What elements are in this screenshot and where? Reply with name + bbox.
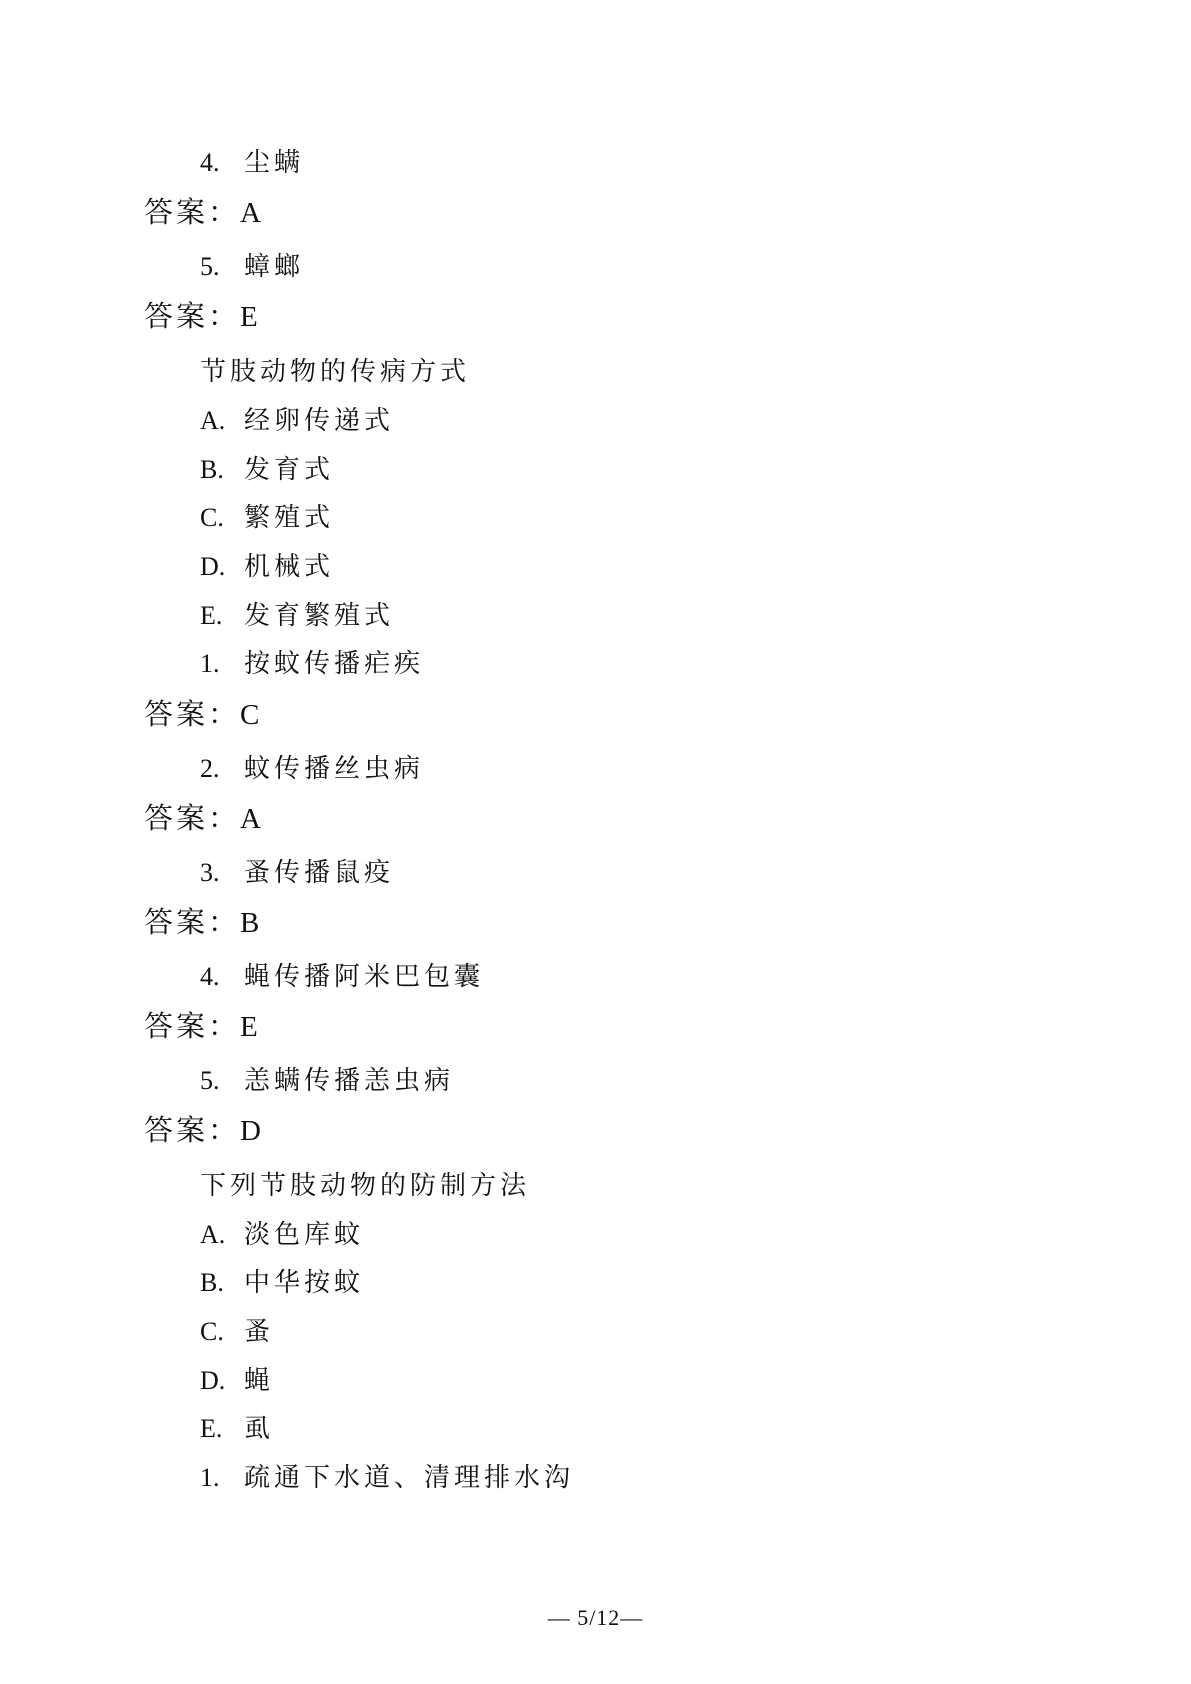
answer-value: B — [240, 907, 260, 939]
item-text: 蚊传播丝虫病 — [244, 754, 425, 784]
item-text: 恙螨传播恙虫病 — [244, 1066, 455, 1096]
answer-line — [144, 692, 259, 733]
item-number: 3. — [200, 858, 220, 887]
option-line — [200, 246, 304, 283]
answer-value: A — [240, 197, 261, 229]
answer-line — [144, 796, 261, 837]
item-text: 发育式 — [244, 455, 335, 485]
item-text: 淡色库蚊 — [244, 1220, 365, 1250]
answer-line — [144, 1004, 258, 1045]
item-text: 经卵传递式 — [244, 406, 395, 436]
option-line — [200, 1311, 274, 1348]
option-line — [200, 1457, 574, 1494]
option-line — [200, 449, 334, 486]
answer-label: 答案： — [144, 697, 241, 731]
option-line — [200, 1060, 454, 1097]
page-number: — 5/12— — [547, 1605, 644, 1630]
item-text: 蚤 — [244, 1317, 275, 1347]
item-number: A. — [200, 1220, 226, 1249]
option-line — [200, 1262, 364, 1299]
item-number: 2. — [200, 754, 220, 783]
item-number: D. — [200, 1366, 226, 1395]
option-line — [200, 1214, 364, 1251]
answer-line — [144, 190, 261, 231]
option-line — [200, 956, 484, 993]
item-text: 蝇 — [244, 1366, 275, 1396]
answer-label: 答案： — [144, 905, 241, 939]
item-number: D. — [200, 552, 226, 581]
item-text: 按蚊传播疟疾 — [244, 649, 425, 679]
item-number: B. — [200, 455, 224, 484]
option-line — [200, 643, 424, 680]
option-line — [200, 546, 334, 583]
answer-line — [144, 900, 259, 941]
item-number: E. — [200, 601, 223, 630]
option-line — [200, 595, 394, 632]
item-number: 1. — [200, 1463, 220, 1492]
item-text: 蚤传播鼠疫 — [244, 858, 395, 888]
answer-label: 答案： — [144, 1009, 241, 1043]
option-line — [200, 748, 424, 785]
item-text: 机械式 — [244, 552, 335, 582]
answer-value: C — [240, 699, 260, 731]
option-line — [200, 400, 394, 437]
answer-label: 答案： — [144, 1113, 241, 1147]
item-text: 疏通下水道、清理排水沟 — [244, 1463, 575, 1493]
item-text: 虱 — [244, 1414, 275, 1444]
heading-text: 节肢动物的传病方式 — [200, 357, 471, 387]
item-number: C. — [200, 1317, 224, 1346]
answer-label: 答案： — [144, 195, 241, 229]
option-line — [200, 1408, 274, 1445]
question-heading — [200, 1165, 530, 1202]
item-number: E. — [200, 1414, 223, 1443]
item-text: 发育繁殖式 — [244, 601, 395, 631]
option-line — [200, 497, 334, 534]
answer-label: 答案： — [144, 299, 241, 333]
item-number: 4. — [200, 148, 220, 177]
item-number: B. — [200, 1268, 224, 1297]
item-text: 蝇传播阿米巴包囊 — [244, 962, 485, 992]
answer-value: E — [240, 301, 258, 333]
item-text: 尘螨 — [244, 148, 305, 178]
option-line — [200, 852, 394, 889]
item-text: 繁殖式 — [244, 503, 335, 533]
option-line — [200, 1360, 274, 1397]
answer-value: A — [240, 803, 261, 835]
item-text: 中华按蚊 — [244, 1268, 365, 1298]
question-heading — [200, 351, 470, 388]
item-text: 蟑螂 — [244, 252, 305, 282]
answer-line — [144, 294, 258, 335]
answer-value: D — [240, 1115, 261, 1147]
item-number: A. — [200, 406, 226, 435]
item-number: 4. — [200, 962, 220, 991]
option-line — [200, 142, 304, 179]
item-number: 5. — [200, 1066, 220, 1095]
answer-label: 答案： — [144, 801, 241, 835]
item-number: 5. — [200, 252, 220, 281]
answer-value: E — [240, 1011, 258, 1043]
answer-line — [144, 1108, 261, 1149]
item-number: C. — [200, 503, 224, 532]
item-number: 1. — [200, 649, 220, 678]
heading-text: 下列节肢动物的防制方法 — [200, 1171, 531, 1201]
